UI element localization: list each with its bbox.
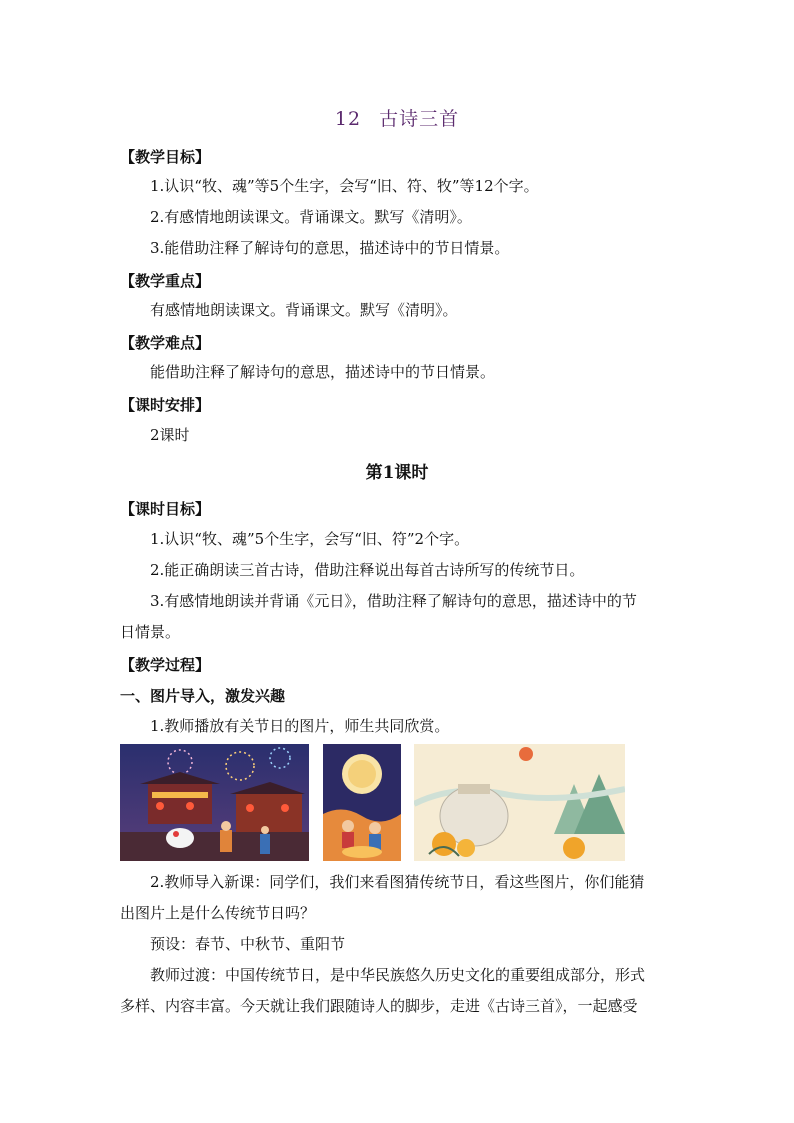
lesson-title-text: 古诗三首: [379, 108, 460, 130]
difficulty-text: 能借助注释了解诗句的意思，描述诗中的节日情景。: [150, 363, 496, 381]
double-ninth-illustration: [414, 744, 625, 861]
goal-item-1: 1.认识“牧、魂”等5个生字，会写“旧、符、牧”等12个字。: [150, 177, 539, 195]
lesson1-title: 第1课时: [365, 463, 429, 483]
schedule-heading: 【课时安排】: [120, 396, 211, 414]
spring-festival-illustration: [120, 744, 309, 861]
lesson1-goal-3a: 3.有感情地朗读并背诵《元日》，借助注释了解诗句的意思，描述诗中的节: [150, 592, 637, 610]
lesson-title: [0, 104, 794, 131]
lesson-number: 12: [334, 108, 362, 130]
teaching-goals-heading: 【教学目标】: [120, 148, 211, 166]
process-heading: 【教学过程】: [120, 656, 211, 674]
mid-autumn-illustration: [323, 744, 401, 861]
key-points-text: 有感情地朗读课文。背诵课文。默写《清明》。: [150, 301, 458, 319]
goal-item-3: 3.能借助注释了解诗句的意思，描述诗中的节日情景。: [150, 239, 510, 257]
lesson1-goal-3b: 日情景。: [120, 623, 181, 641]
schedule-text: 2课时: [150, 426, 190, 444]
step-2b: 出图片上是什么传统节日吗？: [120, 904, 316, 922]
lesson1-goals-heading: 【课时目标】: [120, 500, 211, 518]
step-2a: 2.教师导入新课：同学们，我们来看图猜传统节日，看这些图片，你们能猜: [150, 873, 645, 891]
step-1: 1.教师播放有关节日的图片，师生共同欣赏。: [150, 717, 450, 735]
lesson1-goal-1: 1.认识“牧、魂”5个生字，会写“旧、符”2个字。: [150, 530, 470, 548]
key-points-heading: 【教学重点】: [120, 272, 211, 290]
transition-a: 教师过渡：中国传统节日，是中华民族悠久历史文化的重要组成部分，形式: [150, 966, 646, 984]
lesson1-goal-2: 2.能正确朗读三首古诗，借助注释说出每首古诗所写的传统节日。: [150, 561, 585, 579]
transition-b: 多样、内容丰富。今天就让我们跟随诗人的脚步，走进《古诗三首》，一起感受: [120, 997, 638, 1015]
difficulty-heading: 【教学难点】: [120, 334, 211, 352]
part1-heading: 一、图片导入，激发兴趣: [120, 687, 286, 705]
goal-item-2: 2.有感情地朗读课文。背诵课文。默写《清明》。: [150, 208, 472, 226]
preset-text: 预设：春节、中秋节、重阳节: [150, 935, 346, 953]
